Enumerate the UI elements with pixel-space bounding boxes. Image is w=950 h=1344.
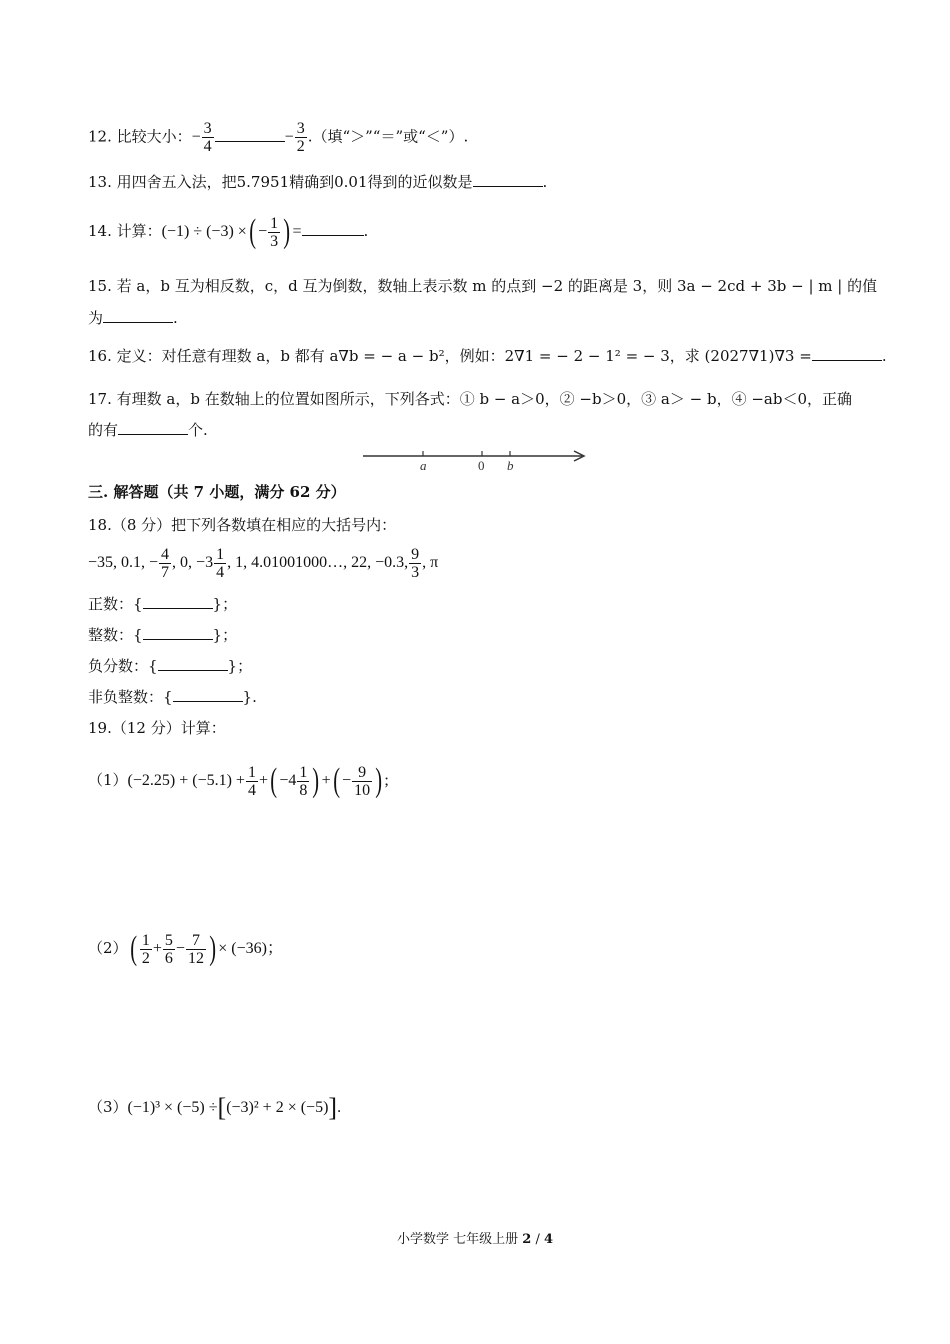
question-17-line-1: 17. 有理数 a，b 在数轴上的位置如图所示，下列各式：① b − a＞0，② −b＞0，③ a＞ − b，④ −ab＜0，正确 bbox=[88, 390, 852, 408]
fraction: $\frac{1}{2}$ bbox=[141, 931, 150, 967]
number-line-figure bbox=[360, 444, 590, 474]
answer-blank[interactable] bbox=[118, 420, 188, 435]
answer-blank[interactable] bbox=[143, 625, 213, 640]
answer-blank[interactable] bbox=[173, 687, 243, 702]
question-18-numbers: −35, 0.1, − $\frac{4}{7}$ , 0, −3 $\frac{1}{4}$ , 1, 4.01001000…, 22, −0.3, $\frac{9}{3}$ , π bbox=[88, 546, 439, 581]
question-16: 16. 定义：对任意有理数 a，b 都有 a∇b = − a − b²，例如：2∇1 = − 2 − 1² = − 3，求 (2027∇1)∇3 = . bbox=[88, 347, 887, 365]
page-number: 2 bbox=[522, 1232, 532, 1247]
fraction: $\frac{1}{8}$ bbox=[299, 763, 308, 799]
answer-blank[interactable] bbox=[302, 221, 364, 236]
axis-label-b: b bbox=[507, 458, 514, 473]
category-positive: 正数：{ }； bbox=[88, 595, 238, 613]
answer-blank[interactable] bbox=[158, 656, 228, 671]
category-integer: 整数：{ }； bbox=[88, 626, 238, 644]
fraction: $\frac{3}{4}$ bbox=[203, 120, 212, 155]
answer-blank[interactable] bbox=[473, 172, 543, 187]
question-19-part-3: （3）(−1)³ × (−5) ÷[(−3)² + 2 × (−5)]. bbox=[88, 1093, 342, 1123]
question-13: 13. 用四舍五入法，把5.7951精确到0.01得到的近似数是 . bbox=[88, 173, 548, 191]
question-17-line-2: 的有 个. bbox=[88, 421, 208, 439]
axis-label-a: a bbox=[420, 458, 427, 473]
fraction: $\frac{1}{4}$ bbox=[247, 763, 256, 799]
category-non-negative-integer: 非负整数：{ }. bbox=[88, 688, 257, 706]
question-19-part-1: （1）(−2.25) + (−5.1) + $\frac{1}{4}$ +( −4 $\frac{1}{8}$ ) +( − $\frac{9}{10}$ ) ; bbox=[88, 762, 389, 800]
category-negative-fraction: 负分数：{ }； bbox=[88, 657, 253, 675]
question-14: 14. 计算：(−1) ÷ (−3) ×( − $\frac{1}{3}$ ) = . bbox=[88, 213, 369, 250]
answer-blank[interactable] bbox=[103, 308, 173, 323]
question-19-part-2: （2）( $\frac{1}{2}$ + $\frac{5}{6}$ − $\frac{7}{12}$ ) × (−36)； bbox=[88, 930, 283, 968]
fraction: $\frac{1}{3}$ bbox=[270, 214, 279, 250]
page-footer: 小学数学 七年级上册 2 / 4 bbox=[396, 1232, 554, 1247]
section-3-title: 三. 解答题（共 7 小题，满分 62 分） bbox=[88, 483, 346, 501]
fraction: $\frac{1}{4}$ bbox=[216, 546, 225, 581]
fraction: $\frac{3}{2}$ bbox=[296, 120, 305, 155]
fraction: $\frac{4}{7}$ bbox=[161, 546, 170, 581]
question-18-title: 18.（8 分）把下列各数填在相应的大括号内： bbox=[88, 516, 397, 534]
answer-blank[interactable] bbox=[143, 594, 213, 609]
fraction: $\frac{9}{3}$ bbox=[411, 546, 420, 581]
answer-blank[interactable] bbox=[215, 127, 285, 142]
axis-label-zero: 0 bbox=[478, 458, 485, 473]
question-12: 12. 比较大小：− $\frac{3}{4}$ − $\frac{3}{2}$ .（填“＞”“＝”或“＜”）. bbox=[88, 120, 469, 155]
fraction: $\frac{7}{12}$ bbox=[187, 931, 204, 967]
question-15-line-1: 15. 若 a，b 互为相反数，c，d 互为倒数，数轴上表示数 m 的点到 −2 的距离是 3，则 3a − 2cd + 3b − | m | 的值 bbox=[88, 277, 878, 295]
page-total: 4 bbox=[543, 1232, 554, 1247]
question-19-title: 19.（12 分）计算： bbox=[88, 719, 226, 737]
answer-blank[interactable] bbox=[812, 346, 882, 361]
fraction: $\frac{9}{10}$ bbox=[354, 763, 371, 799]
question-15-line-2: 为 . bbox=[88, 309, 178, 327]
fraction: $\frac{5}{6}$ bbox=[164, 931, 173, 967]
